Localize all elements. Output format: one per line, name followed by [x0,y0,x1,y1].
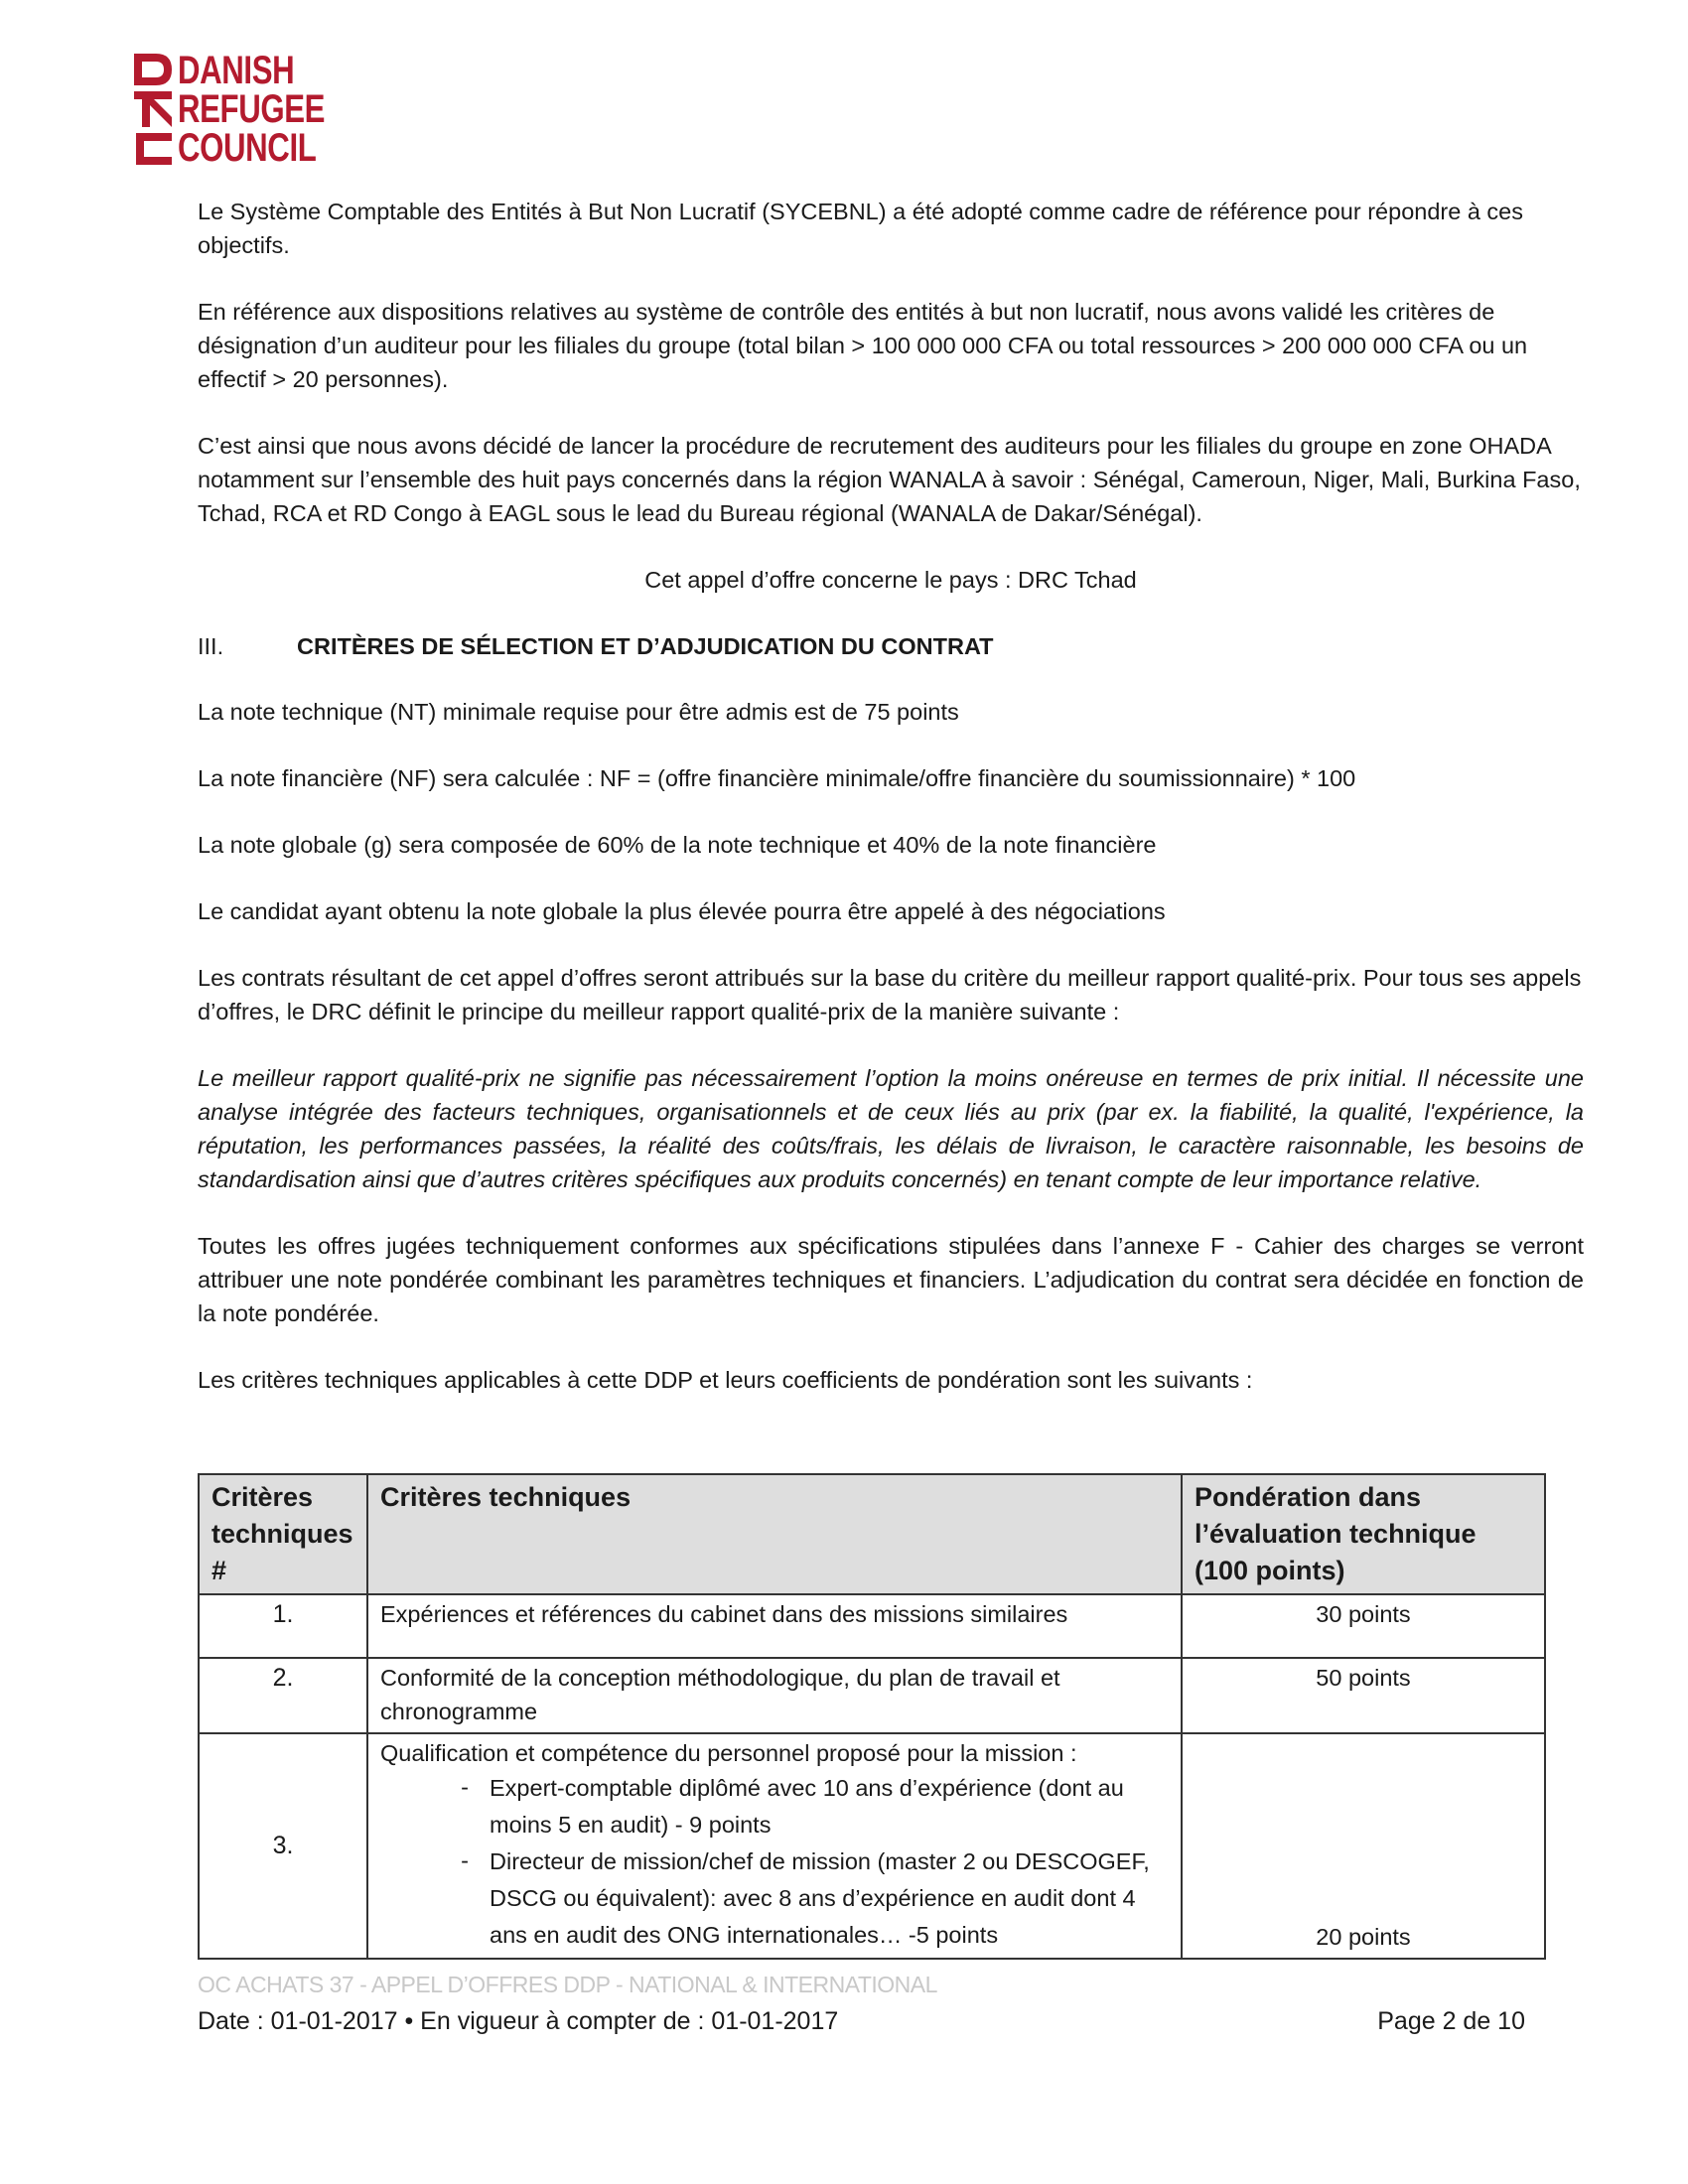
paragraph-financial-note: La note financière (NF) sera calculée : NF = (offre financière minimale/offre financière du soumissionnaire) * 100 [198,765,1356,791]
paragraph-criteria-designation: En référence aux dispositions relatives au système de contrôle des entités à but non lucratif, nous avons validé les critères de désignation d’un auditeur pour les filiales du groupe (total bilan > 100 000 000 CFA ou total ressources > 200 000 000 CFA ou un effectif > 20 personnes). [198,299,1528,392]
section-number: III. [198,633,224,659]
section-heading [198,629,1584,663]
footer-page-number: Page 2 de 10 [1377,2007,1525,2035]
paragraph-candidate: Le candidat ayant obtenu la note globale la plus élevée pourra être appelé à des négociations [198,898,1166,924]
header-criteria-number: Critères techniques # [199,1474,367,1594]
section-title: CRITÈRES DE SÉLECTION ET D’ADJUDICATION DU CONTRAT [297,633,994,659]
paragraph-offers: Toutes les offres jugées techniquement conformes aux spécifications stipulées dans l’annexe F - Cahier des charges se verront attribuer une note pondérée combinant les paramètres techniques et financiers. L’adjudication du contrat sera décidée en fonction de la note pondérée. [198,1233,1584,1326]
paragraph-value-for-money: Le meilleur rapport qualité-prix ne signifie pas nécessairement l’option la moins onéreuse en termes de prix initial. Il nécessite une analyse intégrée des facteurs techniques, organisationnels et de ceux liés au prix (par ex. la fiabilité, la qualité, l'expérience, la réputation, les performances passées, la réalité des coûts/frais, les délais de livraison, le caractère raisonnable, les besoins de standardisation ainsi que d’autres critères spécifiques aux produits concernés) en tenant compte de leur importance relative. [198,1065,1584,1192]
list-dash: - [461,1847,469,1873]
row-criteria: Qualification et compétence du personnel proposé pour la mission : [380,1740,1077,1766]
paragraph-technical-note: La note technique (NT) minimale requise pour être admis est de 75 points [198,699,959,725]
header-weighting: Pondération dans l’évaluation technique (100 points) [1182,1474,1545,1594]
paragraph-global-note: La note globale (g) sera composée de 60% de la note technique et 40% de la note financière [198,832,1157,858]
table-row [199,1733,1545,1959]
row-number: 3. [199,1733,367,1959]
footer-date: Date : 01-01-2017 • En vigueur à compter de : 01-01-2017 [198,2007,839,2035]
paragraph-technical-intro: Les critères techniques applicables à cette DDP et leurs coefficients de pondération sont les suivants : [198,1367,1253,1393]
paragraph-contracts: Les contrats résultant de cet appel d’offres seront attribués sur la base du critère du meilleur rapport qualité-prix. Pour tous ses appels d’offres, le DRC définit le principe du meilleur rapport qualité-prix de la manière suivante : [198,965,1582,1024]
table-row [199,1658,1545,1733]
logo-word-refugee: REFUGEE [178,87,326,131]
document-body [198,195,1584,1430]
header-criteria-technical: Critères techniques [367,1474,1182,1594]
row-number: 2. [199,1658,367,1733]
list-item [380,1843,1169,1954]
logo-word-council: COUNCIL [178,126,317,170]
list-dash: - [461,1774,469,1800]
row-points: 30 points [1182,1594,1545,1658]
row-points: 20 points [1182,1733,1545,1959]
row-criteria: Conformité de la conception méthodologique, du plan de travail et chronogramme [367,1658,1182,1733]
list-item-text: Directeur de mission/chef de mission (master 2 ou DESCOGEF, DSCG ou équivalent): avec 8 ans d’expérience en audit dont 4 ans en audit des ONG internationales… -5 points [490,1848,1150,1948]
table-header-row [199,1474,1545,1594]
personnel-sub-list [380,1770,1169,1954]
row-criteria-cell [367,1733,1182,1959]
paragraph-country: Cet appel d’offre concerne le pays : DRC Tchad [644,567,1137,593]
technical-criteria-table [198,1473,1546,1960]
table-row [199,1594,1545,1658]
paragraph-sycebnl: Le Système Comptable des Entités à But Non Lucratif (SYCEBNL) a été adopté comme cadre de référence pour répondre à ces objectifs. [198,199,1523,258]
drc-logo-mark [132,52,174,167]
paragraph-recruitment: C’est ainsi que nous avons décidé de lancer la procédure de recrutement des auditeurs pour les filiales du groupe en zone OHADA notamment sur l’ensemble des huit pays concernés dans la région WANALA à savoir : Sénégal, Cameroun, Niger, Mali, Burkina Faso, Tchad, RCA et RD Congo à EAGL sous le lead du Bureau régional (WANALA de Dakar/Sénégal). [198,433,1581,526]
list-item-text: Expert-comptable diplômé avec 10 ans d’expérience (dont au moins 5 en audit) - 9 points [490,1775,1124,1838]
footer-document-label: OC ACHATS 37 - APPEL D’OFFRES DDP - NATIONAL & INTERNATIONAL [198,1972,937,1997]
logo-word-danish: DANISH [178,49,295,92]
list-item [380,1770,1169,1843]
row-criteria: Expériences et références du cabinet dans des missions similaires [367,1594,1182,1658]
drc-logo [132,50,366,169]
row-points: 50 points [1182,1658,1545,1733]
row-number: 1. [199,1594,367,1658]
